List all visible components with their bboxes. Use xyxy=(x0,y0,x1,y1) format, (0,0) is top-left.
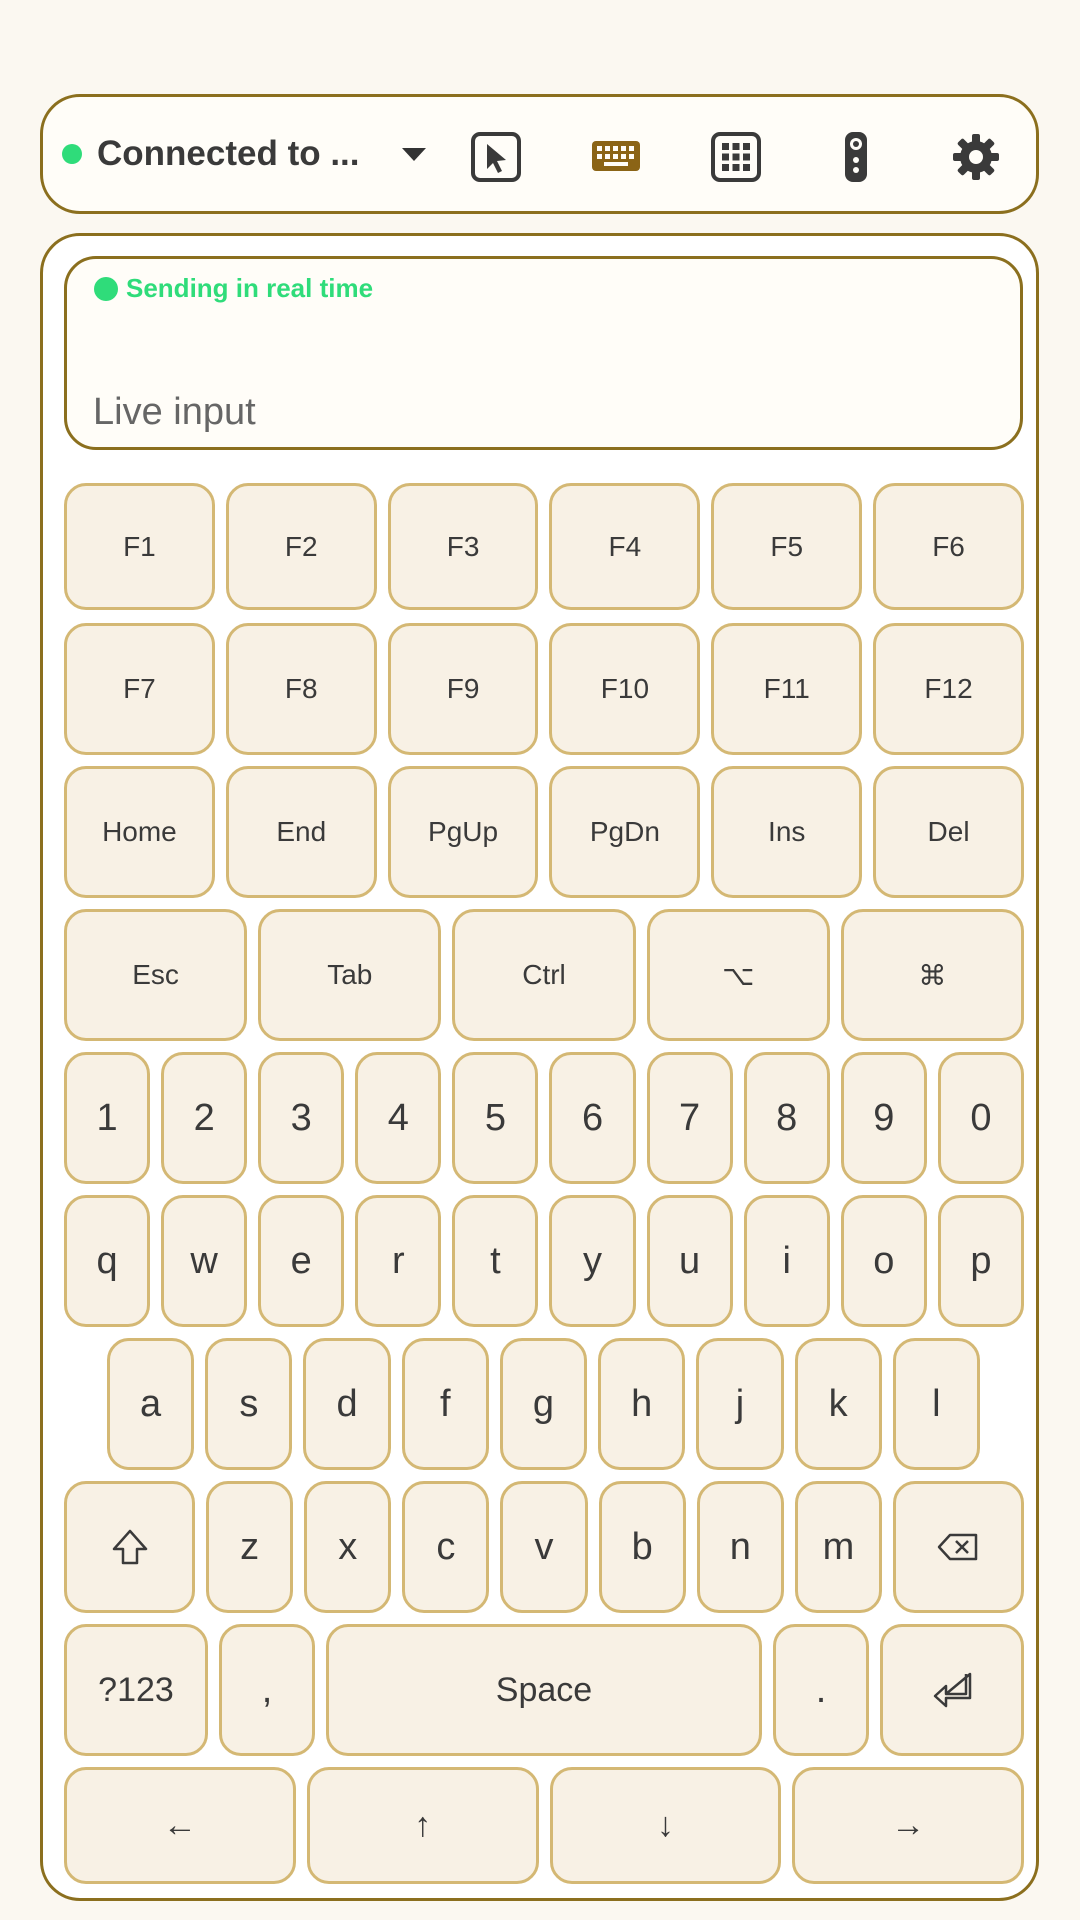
key-f5[interactable]: F5 xyxy=(711,483,862,610)
key-u[interactable]: u xyxy=(647,1195,733,1327)
key-b[interactable]: b xyxy=(599,1481,686,1613)
key-ctrl[interactable]: Ctrl xyxy=(452,909,635,1041)
key-l[interactable]: l xyxy=(893,1338,980,1470)
key-t[interactable]: t xyxy=(452,1195,538,1327)
keypad-icon[interactable] xyxy=(710,131,762,183)
keyboard-panel xyxy=(40,233,1039,1901)
key-v[interactable]: v xyxy=(500,1481,587,1613)
key-shift[interactable] xyxy=(64,1481,195,1613)
key-n[interactable]: n xyxy=(697,1481,784,1613)
key-m[interactable]: m xyxy=(795,1481,882,1613)
key-pgdn[interactable]: PgDn xyxy=(549,766,700,898)
key-esc[interactable]: Esc xyxy=(64,909,247,1041)
key-z[interactable]: z xyxy=(206,1481,293,1613)
key-f6[interactable]: F6 xyxy=(873,483,1024,610)
connection-status-dot xyxy=(62,144,82,164)
key-0[interactable]: 0 xyxy=(938,1052,1024,1184)
modifier-row xyxy=(64,909,1024,1041)
key-x[interactable]: x xyxy=(304,1481,391,1613)
number-row xyxy=(64,1052,1024,1184)
key-f9[interactable]: F9 xyxy=(388,623,539,755)
key-arrow-left[interactable]: ← xyxy=(64,1767,296,1884)
key-a[interactable]: a xyxy=(107,1338,194,1470)
key-8[interactable]: 8 xyxy=(744,1052,830,1184)
key-enter[interactable] xyxy=(880,1624,1024,1756)
key-w[interactable]: w xyxy=(161,1195,247,1327)
key-1[interactable]: 1 xyxy=(64,1052,150,1184)
key-2[interactable]: 2 xyxy=(161,1052,247,1184)
gear-icon[interactable] xyxy=(950,131,1002,183)
key-5[interactable]: 5 xyxy=(452,1052,538,1184)
key-f11[interactable]: F11 xyxy=(711,623,862,755)
key-del[interactable]: Del xyxy=(873,766,1024,898)
key-arrow-down[interactable]: ↓ xyxy=(550,1767,782,1884)
key-d[interactable]: d xyxy=(303,1338,390,1470)
key-o[interactable]: o xyxy=(841,1195,927,1327)
keyboard-icon[interactable] xyxy=(590,131,642,183)
key-f1[interactable]: F1 xyxy=(64,483,215,610)
key-s[interactable]: s xyxy=(205,1338,292,1470)
remote-icon[interactable] xyxy=(830,131,882,183)
letter-row-3 xyxy=(64,1481,1024,1613)
key-p[interactable]: p xyxy=(938,1195,1024,1327)
key-f7[interactable]: F7 xyxy=(64,623,215,755)
key-home[interactable]: Home xyxy=(64,766,215,898)
key-end[interactable]: End xyxy=(226,766,377,898)
key-4[interactable]: 4 xyxy=(355,1052,441,1184)
letter-row-2 xyxy=(107,1338,980,1470)
realtime-status-label: Sending in real time xyxy=(126,273,374,303)
live-input-field[interactable] xyxy=(93,387,993,437)
key-arrow-right[interactable]: → xyxy=(792,1767,1024,1884)
key-f3[interactable]: F3 xyxy=(388,483,539,610)
key-g[interactable]: g xyxy=(500,1338,587,1470)
key-f10[interactable]: F10 xyxy=(549,623,700,755)
key-f8[interactable]: F8 xyxy=(226,623,377,755)
key-command[interactable]: ⌘ xyxy=(841,909,1024,1041)
key-k[interactable]: k xyxy=(795,1338,882,1470)
key-f2[interactable]: F2 xyxy=(226,483,377,610)
key-comma[interactable]: , xyxy=(219,1624,315,1756)
navigation-row xyxy=(64,766,1024,898)
backspace-icon xyxy=(936,1525,980,1569)
key-period[interactable]: . xyxy=(773,1624,869,1756)
arrow-row xyxy=(64,1767,1024,1884)
key-h[interactable]: h xyxy=(598,1338,685,1470)
letter-row-1 xyxy=(64,1195,1024,1327)
key-f4[interactable]: F4 xyxy=(549,483,700,610)
key-symbols[interactable]: ?123 xyxy=(64,1624,208,1756)
key-f12[interactable]: F12 xyxy=(873,623,1024,755)
key-pgup[interactable]: PgUp xyxy=(388,766,539,898)
cursor-icon[interactable] xyxy=(470,131,522,183)
top-toolbar xyxy=(40,94,1039,214)
key-tab[interactable]: Tab xyxy=(258,909,441,1041)
key-y[interactable]: y xyxy=(549,1195,635,1327)
function-row-2 xyxy=(64,623,1024,755)
key-ins[interactable]: Ins xyxy=(711,766,862,898)
key-3[interactable]: 3 xyxy=(258,1052,344,1184)
enter-icon xyxy=(930,1668,974,1712)
key-arrow-up[interactable]: ↑ xyxy=(307,1767,539,1884)
key-i[interactable]: i xyxy=(744,1195,830,1327)
key-9[interactable]: 9 xyxy=(841,1052,927,1184)
key-e[interactable]: e xyxy=(258,1195,344,1327)
key-6[interactable]: 6 xyxy=(549,1052,635,1184)
realtime-status xyxy=(94,273,373,304)
key-j[interactable]: j xyxy=(696,1338,783,1470)
function-row-1 xyxy=(64,483,1024,610)
connection-label[interactable]: Connected to ... xyxy=(97,134,360,173)
key-r[interactable]: r xyxy=(355,1195,441,1327)
shift-icon xyxy=(108,1525,152,1569)
chevron-down-icon[interactable] xyxy=(402,148,426,161)
key-backspace[interactable] xyxy=(893,1481,1024,1613)
realtime-status-dot xyxy=(94,277,118,301)
key-space[interactable]: Space xyxy=(326,1624,762,1756)
key-7[interactable]: 7 xyxy=(647,1052,733,1184)
key-q[interactable]: q xyxy=(64,1195,150,1327)
bottom-row xyxy=(64,1624,1024,1756)
key-f[interactable]: f xyxy=(402,1338,489,1470)
live-input-box[interactable] xyxy=(64,256,1023,450)
key-option[interactable]: ⌥ xyxy=(647,909,830,1041)
key-c[interactable]: c xyxy=(402,1481,489,1613)
